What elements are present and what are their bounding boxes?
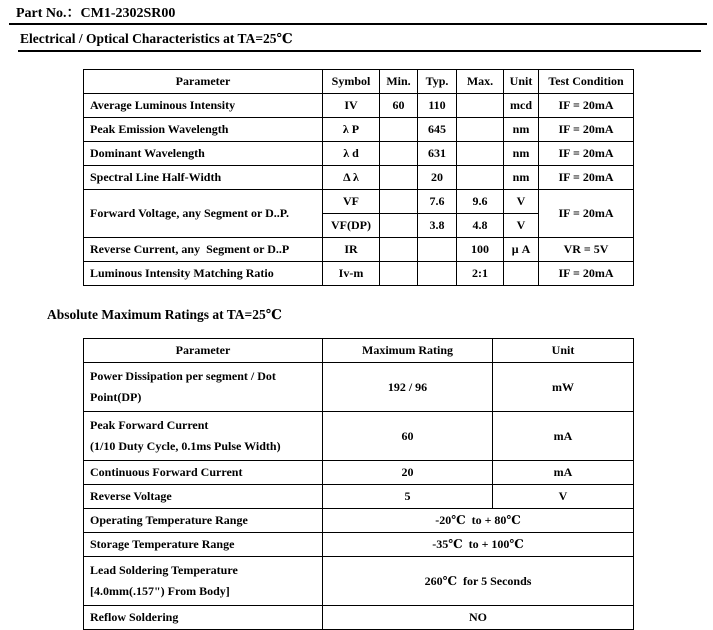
rating-cell: 260℃ for 5 Seconds (323, 557, 634, 606)
rating-cell: 192 / 96 (323, 363, 493, 412)
min-cell: 60 (380, 94, 418, 118)
typ-cell: 7.6 (418, 190, 457, 214)
symbol-cell: λ P (323, 118, 380, 142)
min-cell (380, 262, 418, 286)
symbol-cell: λ d (323, 142, 380, 166)
parameter-cell: Spectral Line Half-Width (84, 166, 323, 190)
absolute-maximum-table (83, 338, 634, 630)
col-header-typ: Typ. (418, 70, 457, 94)
unit-cell: mW (493, 363, 634, 412)
table-header-row (84, 339, 634, 363)
rating-cell: 5 (323, 485, 493, 509)
table-header-row (84, 70, 634, 94)
typ-cell: 20 (418, 166, 457, 190)
rating-cell: -35℃ to + 100℃ (323, 533, 634, 557)
parameter-line: Peak Forward Current (90, 418, 209, 432)
typ-cell: 645 (418, 118, 457, 142)
col-header-min: Min. (380, 70, 418, 94)
parameter-cell: Storage Temperature Range (84, 533, 323, 557)
table-row (84, 190, 634, 214)
min-cell (380, 190, 418, 214)
min-cell (380, 118, 418, 142)
table-row (84, 557, 634, 606)
table-row (84, 118, 634, 142)
max-cell: 100 (457, 238, 504, 262)
symbol-cell: IR (323, 238, 380, 262)
col-header-parameter: Parameter (84, 70, 323, 94)
max-cell (457, 142, 504, 166)
parameter-cell (84, 557, 323, 606)
unit-cell: μ A (504, 238, 539, 262)
test-condition-cell: IF = 20mA (539, 94, 634, 118)
parameter-cell: Dominant Wavelength (84, 142, 323, 166)
test-condition-cell: IF = 20mA (539, 166, 634, 190)
rating-cell: 60 (323, 412, 493, 461)
parameter-cell: Peak Emission Wavelength (84, 118, 323, 142)
table-row (84, 238, 634, 262)
symbol-cell: Δ λ (323, 166, 380, 190)
table-row (84, 363, 634, 412)
col-header-maximum-rating: Maximum Rating (323, 339, 493, 363)
col-header-test-condition: Test Condition (539, 70, 634, 94)
test-condition-cell: IF = 20mA (539, 262, 634, 286)
parameter-cell: Reflow Soldering (84, 606, 323, 630)
test-condition-cell: VR = 5V (539, 238, 634, 262)
unit-cell (504, 262, 539, 286)
typ-cell (418, 262, 457, 286)
test-condition-cell: IF = 20mA (539, 118, 634, 142)
table-row (84, 509, 634, 533)
test-condition-cell: IF = 20mA (539, 190, 634, 238)
parameter-line: Point(DP) (90, 390, 142, 404)
rating-cell: -20℃ to + 80℃ (323, 509, 634, 533)
parameter-line: Lead Soldering Temperature (90, 563, 238, 577)
col-header-max: Max. (457, 70, 504, 94)
unit-cell: mA (493, 461, 634, 485)
symbol-cell: IV (323, 94, 380, 118)
unit-cell: mcd (504, 94, 539, 118)
min-cell (380, 238, 418, 262)
parameter-line: Power Dissipation per segment / Dot (90, 369, 276, 383)
table-row (84, 94, 634, 118)
parameter-cell: Operating Temperature Range (84, 509, 323, 533)
parameter-cell (84, 412, 323, 461)
parameter-cell: Continuous Forward Current (84, 461, 323, 485)
maximum-title-text: Absolute Maximum Ratings at TA=25℃ (47, 307, 282, 322)
unit-cell: V (504, 214, 539, 238)
rating-cell: NO (323, 606, 634, 630)
test-condition-cell: IF = 20mA (539, 142, 634, 166)
maximum-ratings-title (47, 307, 713, 323)
col-header-unit: Unit (493, 339, 634, 363)
typ-cell: 3.8 (418, 214, 457, 238)
parameter-cell: Forward Voltage, any Segment or D..P. (84, 190, 323, 238)
table-row (84, 166, 634, 190)
unit-cell: V (504, 190, 539, 214)
parameter-cell (84, 363, 323, 412)
table-row (84, 412, 634, 461)
unit-cell: nm (504, 166, 539, 190)
min-cell (380, 142, 418, 166)
unit-cell: nm (504, 118, 539, 142)
table-row (84, 533, 634, 557)
electrical-optical-table (83, 69, 634, 286)
unit-cell: mA (493, 412, 634, 461)
parameter-line: (1/10 Duty Cycle, 0.1ms Pulse Width) (90, 439, 281, 453)
col-header-parameter: Parameter (84, 339, 323, 363)
typ-cell: 631 (418, 142, 457, 166)
parameter-cell: Average Luminous Intensity (84, 94, 323, 118)
part-no-header (9, 0, 707, 25)
min-cell (380, 166, 418, 190)
parameter-line: [4.0mm(.157") From Body] (90, 584, 230, 598)
symbol-cell: VF (323, 190, 380, 214)
table-row (84, 142, 634, 166)
parameter-cell: Luminous Intensity Matching Ratio (84, 262, 323, 286)
typ-cell: 110 (418, 94, 457, 118)
electrical-title-text: Electrical / Optical Characteristics at TA=25℃ (20, 31, 293, 46)
col-header-symbol: Symbol (323, 70, 380, 94)
parameter-cell: Reverse Current, any Segment or D..P (84, 238, 323, 262)
max-cell (457, 166, 504, 190)
max-cell: 9.6 (457, 190, 504, 214)
part-no-text: Part No.：CM1-2302SR00 (16, 6, 176, 21)
max-cell: 4.8 (457, 214, 504, 238)
rating-cell: 20 (323, 461, 493, 485)
table-row (84, 461, 634, 485)
unit-cell: V (493, 485, 634, 509)
table-row (84, 485, 634, 509)
typ-cell (418, 238, 457, 262)
parameter-cell: Reverse Voltage (84, 485, 323, 509)
symbol-cell: Iv-m (323, 262, 380, 286)
col-header-unit: Unit (504, 70, 539, 94)
max-cell: 2:1 (457, 262, 504, 286)
table-row (84, 262, 634, 286)
max-cell (457, 94, 504, 118)
max-cell (457, 118, 504, 142)
min-cell (380, 214, 418, 238)
symbol-cell: VF(DP) (323, 214, 380, 238)
unit-cell: nm (504, 142, 539, 166)
electrical-section-title (18, 27, 701, 52)
